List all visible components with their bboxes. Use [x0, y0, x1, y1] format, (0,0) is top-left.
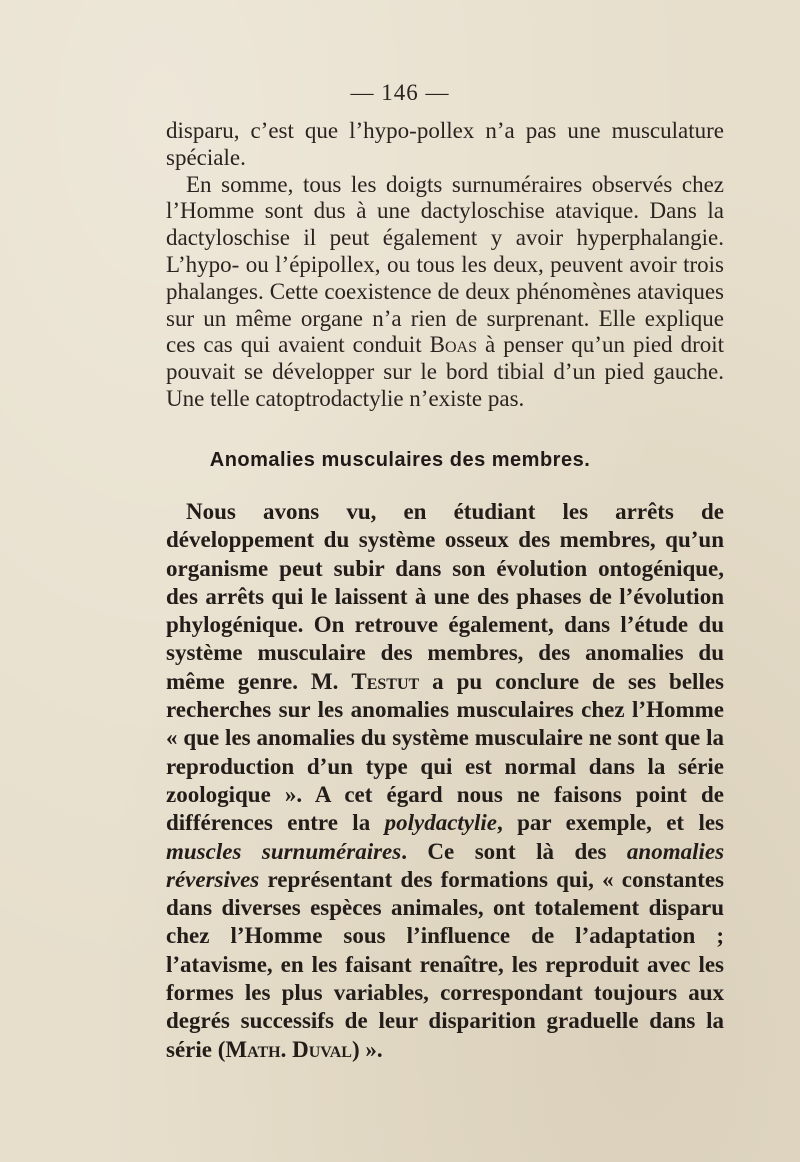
paragraph-anomalies: [166, 498, 724, 1064]
author-name: Math. Duval: [225, 1036, 352, 1062]
section-heading: Anomalies musculaires des membres.: [209, 449, 591, 471]
paragraph-continuation: disparu, c’est que l’hypo-pollex n’a pas une musculature spéciale.: [166, 118, 724, 170]
paragraph-text-end: à penser qu’un pied droit pouvait se développer sur le bord tibial d’un pied gauche. Une telle catoptrodactylie n’existe pas.: [166, 332, 725, 411]
italic-term: muscles surnuméraires: [166, 838, 402, 864]
paragraph-text: a pu conclure de ses belles recherches sur les anomalies musculaires chez l’Homme « que les anomalies du système musculaire ne sont que la reproduction d’un type qui est normal dans la série zoologique ». A cet égard nous ne faisons point de différences entre la: [166, 668, 724, 836]
paragraph-somme: [166, 172, 724, 413]
italic-term: anomalies réversives: [166, 838, 725, 892]
paragraph-text: En somme, tous les doigts surnuméraires observés chez l’Homme sont dus à une dactyloschise atavique. Dans la dactyloschise il peut également y avoir hyperphalangie. L’hypo- ou l’épipollex, ou tous les deux, peuvent avoir trois phalanges. Cette coexistence de deux phénomènes ataviques sur un même organe n’a rien de surprenant. Elle explique ces cas qui avaient conduit: [166, 171, 724, 358]
text-block-top: [166, 118, 724, 413]
text-block-bottom: [166, 498, 724, 1064]
page-number: — 146 —: [350, 80, 450, 105]
author-name: Boas: [429, 332, 477, 358]
paragraph-text: , par exemple, et les: [497, 810, 725, 836]
italic-term: polydactylie: [384, 810, 497, 836]
paragraph-text: ) ».: [351, 1036, 383, 1062]
paragraph-text: représentant des formations qui, « constantes dans diverses espèces animales, ont totalement disparu chez l’Homme sous l’influence de l’adaptation ; l’atavisme, en les faisant renaître, les reproduit avec les formes les plus variables, correspondant toujours aux degrés successifs de leur disparition graduelle dans la série (: [166, 866, 725, 1062]
paragraph-text: Nous avons vu, en étudiant les arrêts de développement du système osseux des membres, qu’un organisme peut subir dans son évolution ontogénique, des arrêts qui le laissent à une des phases de l’évolution phylogénique. On retrouve également, dans l’étude du système musculaire des membres, des anomalies du même genre. M.: [166, 499, 724, 694]
paragraph-text: . Ce sont là des: [401, 838, 607, 864]
author-name: Testut: [351, 668, 420, 694]
